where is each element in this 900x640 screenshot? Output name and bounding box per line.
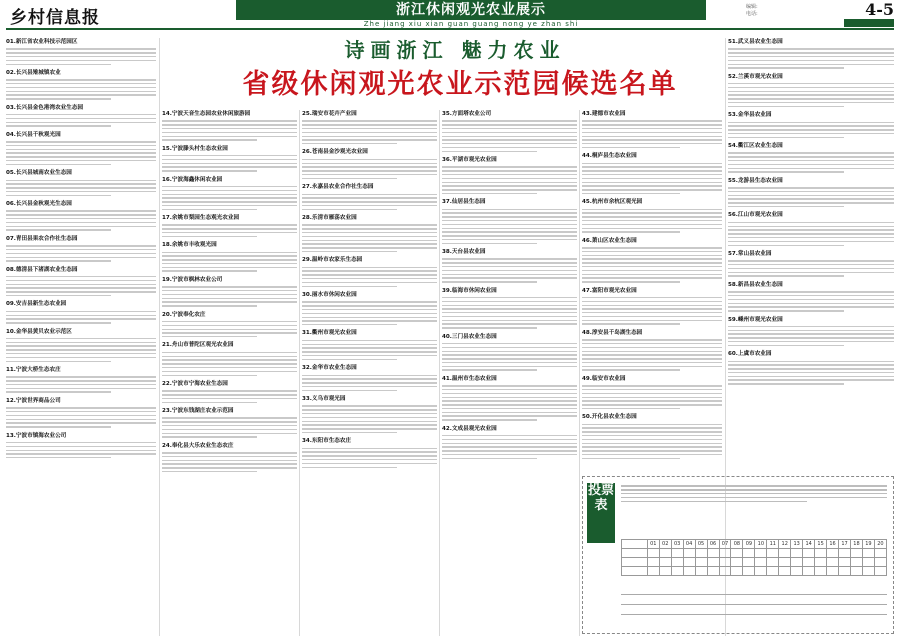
article-item — [728, 38, 894, 69]
article-heading: 12.宁波世界商品公司 — [6, 397, 61, 404]
column-divider — [159, 38, 160, 636]
ballot-checkbox-cell[interactable] — [779, 549, 791, 558]
newspaper-logo: 乡村信息报 — [10, 8, 100, 28]
ballot-number: 13 — [791, 540, 803, 549]
article-heading: 14.宁波天音生态园农业休闲旅游园 — [162, 111, 251, 117]
ballot-coupon — [582, 476, 894, 634]
article-heading: 35.方面塔农业公司 — [442, 111, 492, 117]
ballot-checkbox-cell[interactable] — [647, 558, 659, 567]
article-body — [442, 343, 577, 371]
article-item — [162, 341, 297, 375]
ballot-checkbox-cell[interactable] — [695, 558, 707, 567]
article-body — [302, 448, 437, 468]
article-heading: 36.平湖市观光农业园 — [442, 157, 497, 164]
article-item — [6, 366, 156, 393]
ballot-row-label — [622, 558, 648, 567]
ballot-checkbox-cell[interactable] — [815, 549, 827, 558]
article-heading: 56.江山市观光农业园 — [728, 212, 783, 219]
article-item — [6, 69, 156, 100]
column-c — [442, 110, 577, 636]
article-item — [302, 214, 437, 252]
ballot-number: 19 — [862, 540, 874, 549]
article-heading: 13.宁波市镇海农业公司 — [6, 432, 67, 439]
ballot-checkbox-cell[interactable] — [791, 558, 803, 567]
article-body — [162, 224, 297, 237]
article-item — [728, 316, 894, 347]
article-item — [442, 198, 577, 244]
article-heading: 48.淳安县千岛湖生态园 — [582, 329, 643, 336]
article-item — [162, 176, 297, 210]
article-item — [6, 38, 156, 65]
article-body — [728, 260, 894, 277]
article-heading: 19.宁波市枫林农业公司 — [162, 276, 223, 283]
article-body — [442, 209, 577, 244]
ballot-checkbox-cell[interactable] — [767, 558, 779, 567]
ballot-form — [621, 585, 887, 615]
article-item — [728, 142, 894, 173]
ballot-checkbox-cell[interactable] — [850, 567, 862, 576]
article-item — [582, 152, 722, 194]
form-row[interactable] — [621, 585, 887, 595]
article-body — [162, 252, 297, 272]
article-body — [442, 435, 577, 459]
article-item — [442, 375, 577, 421]
article-body — [6, 141, 156, 165]
article-item — [302, 110, 437, 144]
ballot-checkbox-cell[interactable] — [755, 567, 767, 576]
article-item — [582, 237, 722, 283]
ballot-checkbox-cell[interactable] — [671, 567, 683, 576]
article-heading: 50.开化县农业生态园 — [582, 414, 637, 421]
article-item — [162, 110, 297, 141]
ballot-checkbox-cell[interactable] — [827, 558, 839, 567]
ballot-checkbox-cell[interactable] — [874, 567, 886, 576]
ballot-checkbox-cell[interactable] — [647, 549, 659, 558]
ballot-grid-row — [622, 558, 887, 567]
ballot-grid-row — [622, 549, 887, 558]
article-body — [162, 321, 297, 338]
ballot-instructions — [621, 483, 887, 504]
article-heading: 01.新江省农业科技示范园区 — [6, 39, 78, 45]
ballot-checkbox-cell[interactable] — [862, 558, 874, 567]
article-heading: 04.长兴县千秋观光园 — [6, 131, 61, 138]
article-body — [728, 291, 894, 311]
article-heading: 21.舟山市普陀区观光农业园 — [162, 342, 234, 349]
ballot-label: 投票表 — [587, 483, 615, 543]
article-heading: 05.长兴县城南农业生态园 — [6, 170, 72, 177]
article-body — [728, 326, 894, 346]
article-item — [6, 397, 156, 428]
article-body — [6, 48, 156, 65]
article-body — [6, 311, 156, 324]
article-body — [442, 120, 577, 152]
article-body — [728, 122, 894, 139]
article-item — [6, 169, 156, 196]
article-heading: 45.杭州市余杭区观光园 — [582, 199, 643, 206]
article-item — [6, 235, 156, 262]
ballot-number: 01 — [647, 540, 659, 549]
article-body — [582, 424, 722, 459]
ballot-checkbox-cell[interactable] — [862, 567, 874, 576]
column-divider — [299, 110, 300, 636]
ballot-checkbox-cell[interactable] — [767, 567, 779, 576]
article-body — [6, 338, 156, 362]
article-item — [582, 110, 722, 148]
article-item — [6, 131, 156, 165]
article-heading: 54.衢江区农业生态园 — [728, 143, 783, 150]
article-heading: 24.奉化县大乐农业生态农庄 — [162, 442, 234, 449]
article-item — [302, 291, 437, 325]
ballot-checkbox-cell[interactable] — [731, 567, 743, 576]
form-row[interactable] — [621, 605, 887, 615]
ballot-checkbox-cell[interactable] — [815, 558, 827, 567]
ballot-number: 16 — [827, 540, 839, 549]
article-body — [728, 187, 894, 207]
ballot-checkbox-cell[interactable] — [683, 558, 695, 567]
article-body — [6, 114, 156, 127]
article-body — [728, 48, 894, 68]
ballot-checkbox-cell[interactable] — [803, 558, 815, 567]
ballot-checkbox-cell[interactable] — [671, 558, 683, 567]
article-item — [162, 442, 297, 473]
article-heading: 10.金华县黄贝农业示范区 — [6, 328, 72, 335]
article-heading: 44.桐庐县生态农业园 — [582, 153, 637, 160]
article-item — [302, 395, 437, 433]
ballot-checkbox-cell[interactable] — [827, 549, 839, 558]
article-item — [582, 198, 722, 232]
ballot-row-label — [622, 540, 648, 549]
article-heading: 58.新昌县农业生态园 — [728, 281, 783, 288]
column-a — [162, 110, 297, 636]
article-body — [728, 361, 894, 385]
ballot-checkbox-cell[interactable] — [862, 549, 874, 558]
article-body — [302, 159, 437, 179]
article-heading: 40.三门县农业生态园 — [442, 333, 497, 340]
article-heading: 29.温岭市农家乐生态园 — [302, 257, 363, 264]
article-item — [6, 104, 156, 127]
ballot-checkbox-cell[interactable] — [719, 567, 731, 576]
article-heading: 09.安吉县新生态农业园 — [6, 301, 67, 308]
article-item — [728, 111, 894, 138]
article-heading: 55.龙游县生态农业园 — [728, 177, 783, 184]
ballot-checkbox-cell[interactable] — [659, 558, 671, 567]
article-heading: 37.仙居县生态园 — [442, 199, 486, 206]
article-item — [442, 110, 577, 152]
article-item — [728, 177, 894, 208]
article-item — [162, 214, 297, 237]
ballot-checkbox-cell[interactable] — [815, 567, 827, 576]
ballot-number: 08 — [731, 540, 743, 549]
column-e — [728, 38, 894, 478]
ballot-checkbox-cell[interactable] — [659, 549, 671, 558]
ballot-checkbox-cell[interactable] — [671, 549, 683, 558]
article-item — [728, 281, 894, 312]
ballot-row-label — [622, 567, 648, 576]
article-item — [6, 200, 156, 231]
ballot-checkbox-cell[interactable] — [743, 558, 755, 567]
slogan-heading: 诗画浙江 魅力农业 — [344, 38, 566, 62]
article-item — [442, 248, 577, 282]
article-body — [302, 224, 437, 252]
article-heading: 38.天台县农业园 — [442, 249, 486, 256]
article-item — [302, 148, 437, 179]
ballot-checkbox-cell[interactable] — [791, 567, 803, 576]
ballot-checkbox-cell[interactable] — [874, 558, 886, 567]
article-item — [6, 328, 156, 362]
ballot-row-label — [622, 549, 648, 558]
ballot-checkbox-cell[interactable] — [779, 558, 791, 567]
article-item — [162, 276, 297, 307]
ballot-checkbox-cell[interactable] — [827, 567, 839, 576]
section-band-pinyin: Zhe jiang xiu xian guan guang nong ye zhan shi — [363, 20, 579, 28]
ballot-checkbox-cell[interactable] — [731, 549, 743, 558]
article-item — [728, 250, 894, 277]
article-body — [6, 210, 156, 230]
article-body — [162, 452, 297, 472]
article-body — [302, 267, 437, 287]
ballot-number: 20 — [874, 540, 886, 549]
meta-line: 电话: — [746, 11, 758, 17]
article-item — [442, 156, 577, 194]
article-item — [582, 375, 722, 409]
article-body — [582, 209, 722, 233]
article-heading: 57.常山县农业园 — [728, 250, 772, 257]
article-body — [302, 194, 437, 211]
article-heading: 17.余姚市梨园生态观光农业园 — [162, 215, 240, 222]
article-body — [162, 390, 297, 403]
article-heading: 06.长兴县金秋观光生态园 — [6, 201, 72, 208]
article-heading: 49.临安市农业园 — [582, 375, 626, 382]
masthead — [6, 0, 894, 30]
article-heading: 42.文成县观光农业园 — [442, 425, 497, 432]
article-heading: 28.乐清市雁荡农业园 — [302, 215, 357, 222]
article-body — [442, 385, 577, 420]
article-heading: 25.瑞安市花卉产业园 — [302, 111, 357, 117]
ballot-checkbox-cell[interactable] — [850, 549, 862, 558]
article-body — [162, 286, 297, 306]
ballot-checkbox-cell[interactable] — [874, 549, 886, 558]
edition-meta — [746, 4, 836, 18]
article-heading: 23.宁波东钱湖庄农业示范园 — [162, 408, 234, 415]
article-heading: 15.宁波滕头村生态农业园 — [162, 145, 228, 152]
article-item — [6, 300, 156, 323]
ballot-checkbox-cell[interactable] — [659, 567, 671, 576]
ballot-number: 15 — [815, 540, 827, 549]
article-heading: 31.衢州市观光农业园 — [302, 330, 357, 337]
ballot-checkbox-cell[interactable] — [803, 549, 815, 558]
ballot-checkbox-cell[interactable] — [755, 558, 767, 567]
article-heading: 32.金华市农业生态园 — [302, 365, 357, 372]
column-divider — [579, 110, 580, 636]
ballot-number: 09 — [743, 540, 755, 549]
article-heading: 60.上虞市农业园 — [728, 351, 772, 358]
ballot-number: 14 — [803, 540, 815, 549]
ballot-grid-row — [622, 540, 887, 549]
ballot-checkbox-cell[interactable] — [683, 567, 695, 576]
article-heading: 11.宁波大桥生态农庄 — [6, 366, 61, 373]
article-body — [6, 442, 156, 459]
article-heading: 30.丽水市休闲农业园 — [302, 292, 357, 298]
article-item — [162, 241, 297, 272]
ballot-number: 02 — [659, 540, 671, 549]
byline — [420, 100, 500, 108]
article-body — [582, 385, 722, 409]
article-body — [442, 297, 577, 329]
article-heading: 41.温州市生态农业园 — [442, 375, 497, 382]
issue-date — [844, 19, 894, 27]
article-body — [162, 155, 297, 172]
article-heading: 26.苍南县金沙观光农业园 — [302, 149, 368, 156]
article-item — [302, 364, 437, 391]
article-item — [442, 287, 577, 329]
ballot-number: 06 — [707, 540, 719, 549]
article-item — [728, 73, 894, 107]
ballot-checkbox-cell[interactable] — [695, 567, 707, 576]
ballot-number: 12 — [779, 540, 791, 549]
ballot-checkbox-cell[interactable] — [647, 567, 659, 576]
column-divider — [439, 110, 440, 636]
ballot-checkbox-cell[interactable] — [719, 558, 731, 567]
article-body — [302, 340, 437, 360]
article-heading: 33.义乌市观光园 — [302, 396, 346, 403]
article-body — [162, 352, 297, 376]
ballot-checkbox-cell[interactable] — [767, 549, 779, 558]
article-body — [6, 276, 156, 296]
article-body — [582, 297, 722, 325]
meta-line: 编辑: — [746, 4, 758, 10]
article-heading: 46.萧山区农业生态园 — [582, 237, 637, 244]
article-body — [302, 375, 437, 392]
ballot-checkbox-cell[interactable] — [839, 567, 851, 576]
article-heading: 43.建德市农业园 — [582, 111, 626, 117]
article-heading: 34.东阳市生态农庄 — [302, 438, 352, 445]
article-heading: 02.长兴县雉城镇农业 — [6, 69, 61, 76]
ballot-checkbox-cell[interactable] — [779, 567, 791, 576]
article-body — [162, 120, 297, 140]
ballot-checkbox-cell[interactable] — [850, 558, 862, 567]
article-body — [582, 339, 722, 371]
article-item — [302, 183, 437, 210]
article-body — [6, 407, 156, 427]
ballot-number: 10 — [755, 540, 767, 549]
ballot-checkbox-cell[interactable] — [743, 567, 755, 576]
article-heading: 59.嵊州市观光农业园 — [728, 316, 783, 323]
article-item — [728, 211, 894, 245]
article-heading: 03.长兴县金色港湾农业生态园 — [6, 104, 84, 111]
article-item — [728, 350, 894, 384]
article-item — [302, 437, 437, 468]
article-heading: 16.宁波海鑫休闲农业园 — [162, 176, 223, 183]
ballot-checkbox-cell[interactable] — [719, 549, 731, 558]
form-row[interactable] — [621, 595, 887, 605]
ballot-checkbox-cell[interactable] — [707, 567, 719, 576]
ballot-checkbox-cell[interactable] — [683, 549, 695, 558]
article-item — [162, 407, 297, 438]
ballot-number: 05 — [695, 540, 707, 549]
article-item — [582, 329, 722, 371]
ballot-number: 18 — [850, 540, 862, 549]
article-heading: 47.富阳市观光农业园 — [582, 287, 637, 294]
article-body — [582, 163, 722, 195]
article-item — [302, 329, 437, 360]
article-item — [582, 413, 722, 459]
article-item — [582, 287, 722, 325]
article-body — [728, 83, 894, 107]
article-body — [6, 180, 156, 197]
ballot-number: 11 — [767, 540, 779, 549]
ballot-checkbox-cell[interactable] — [839, 549, 851, 558]
article-heading: 08.德清县下渚湖农业生态园 — [6, 266, 78, 273]
ballot-checkbox-cell[interactable] — [743, 549, 755, 558]
article-item — [302, 256, 437, 287]
ballot-checkbox-cell[interactable] — [707, 558, 719, 567]
ballot-number: 03 — [671, 540, 683, 549]
article-heading: 20.宁波奉化农庄 — [162, 311, 206, 318]
article-body — [162, 186, 297, 210]
ballot-checkbox-cell[interactable] — [755, 549, 767, 558]
ballot-checkbox-cell[interactable] — [839, 558, 851, 567]
left-column — [6, 38, 156, 636]
article-heading: 39.临海市休闲农业园 — [442, 287, 497, 294]
ballot-number: 07 — [719, 540, 731, 549]
page-number: 4-5 — [865, 0, 894, 19]
column-b — [302, 110, 437, 636]
section-band-title: 浙江休闲观光农业展示 — [236, 0, 706, 20]
page-number-block — [844, 0, 894, 28]
main-title: 省级休闲观光农业示范园候选名单 — [242, 69, 678, 100]
article-item — [6, 432, 156, 459]
article-heading: 53.金华县农业园 — [728, 112, 772, 119]
article-body — [728, 222, 894, 246]
ballot-checkbox-cell[interactable] — [695, 549, 707, 558]
ballot-checkbox-cell[interactable] — [803, 567, 815, 576]
article-heading: 27.永嘉县农业合作社生态园 — [302, 184, 374, 191]
article-body — [442, 166, 577, 194]
article-body — [6, 79, 156, 99]
article-heading: 51.武义县农业生态园 — [728, 39, 783, 45]
ballot-grid — [621, 539, 887, 576]
ballot-number: 04 — [683, 540, 695, 549]
article-body — [728, 152, 894, 172]
ballot-checkbox-cell[interactable] — [731, 558, 743, 567]
article-heading: 52.兰溪市观光农业园 — [728, 73, 783, 80]
ballot-number: 17 — [839, 540, 851, 549]
article-heading: 22.宁波市宁海农业生态园 — [162, 380, 228, 387]
ballot-checkbox-cell[interactable] — [791, 549, 803, 558]
article-heading: 18.余姚市丰收观光园 — [162, 242, 217, 249]
ballot-checkbox-cell[interactable] — [707, 549, 719, 558]
article-item — [6, 266, 156, 297]
article-body — [302, 301, 437, 325]
article-item — [162, 311, 297, 338]
article-body — [162, 417, 297, 437]
article-item — [162, 380, 297, 403]
article-body — [442, 258, 577, 282]
article-body — [582, 247, 722, 282]
article-body — [6, 245, 156, 262]
article-body — [302, 405, 437, 433]
article-item — [442, 333, 577, 371]
article-heading: 07.青田县果农合作社生态园 — [6, 235, 78, 242]
article-item — [162, 145, 297, 172]
ballot-grid-row — [622, 567, 887, 576]
article-body — [302, 120, 437, 144]
article-body — [582, 120, 722, 148]
article-item — [442, 425, 577, 459]
article-body — [6, 376, 156, 393]
